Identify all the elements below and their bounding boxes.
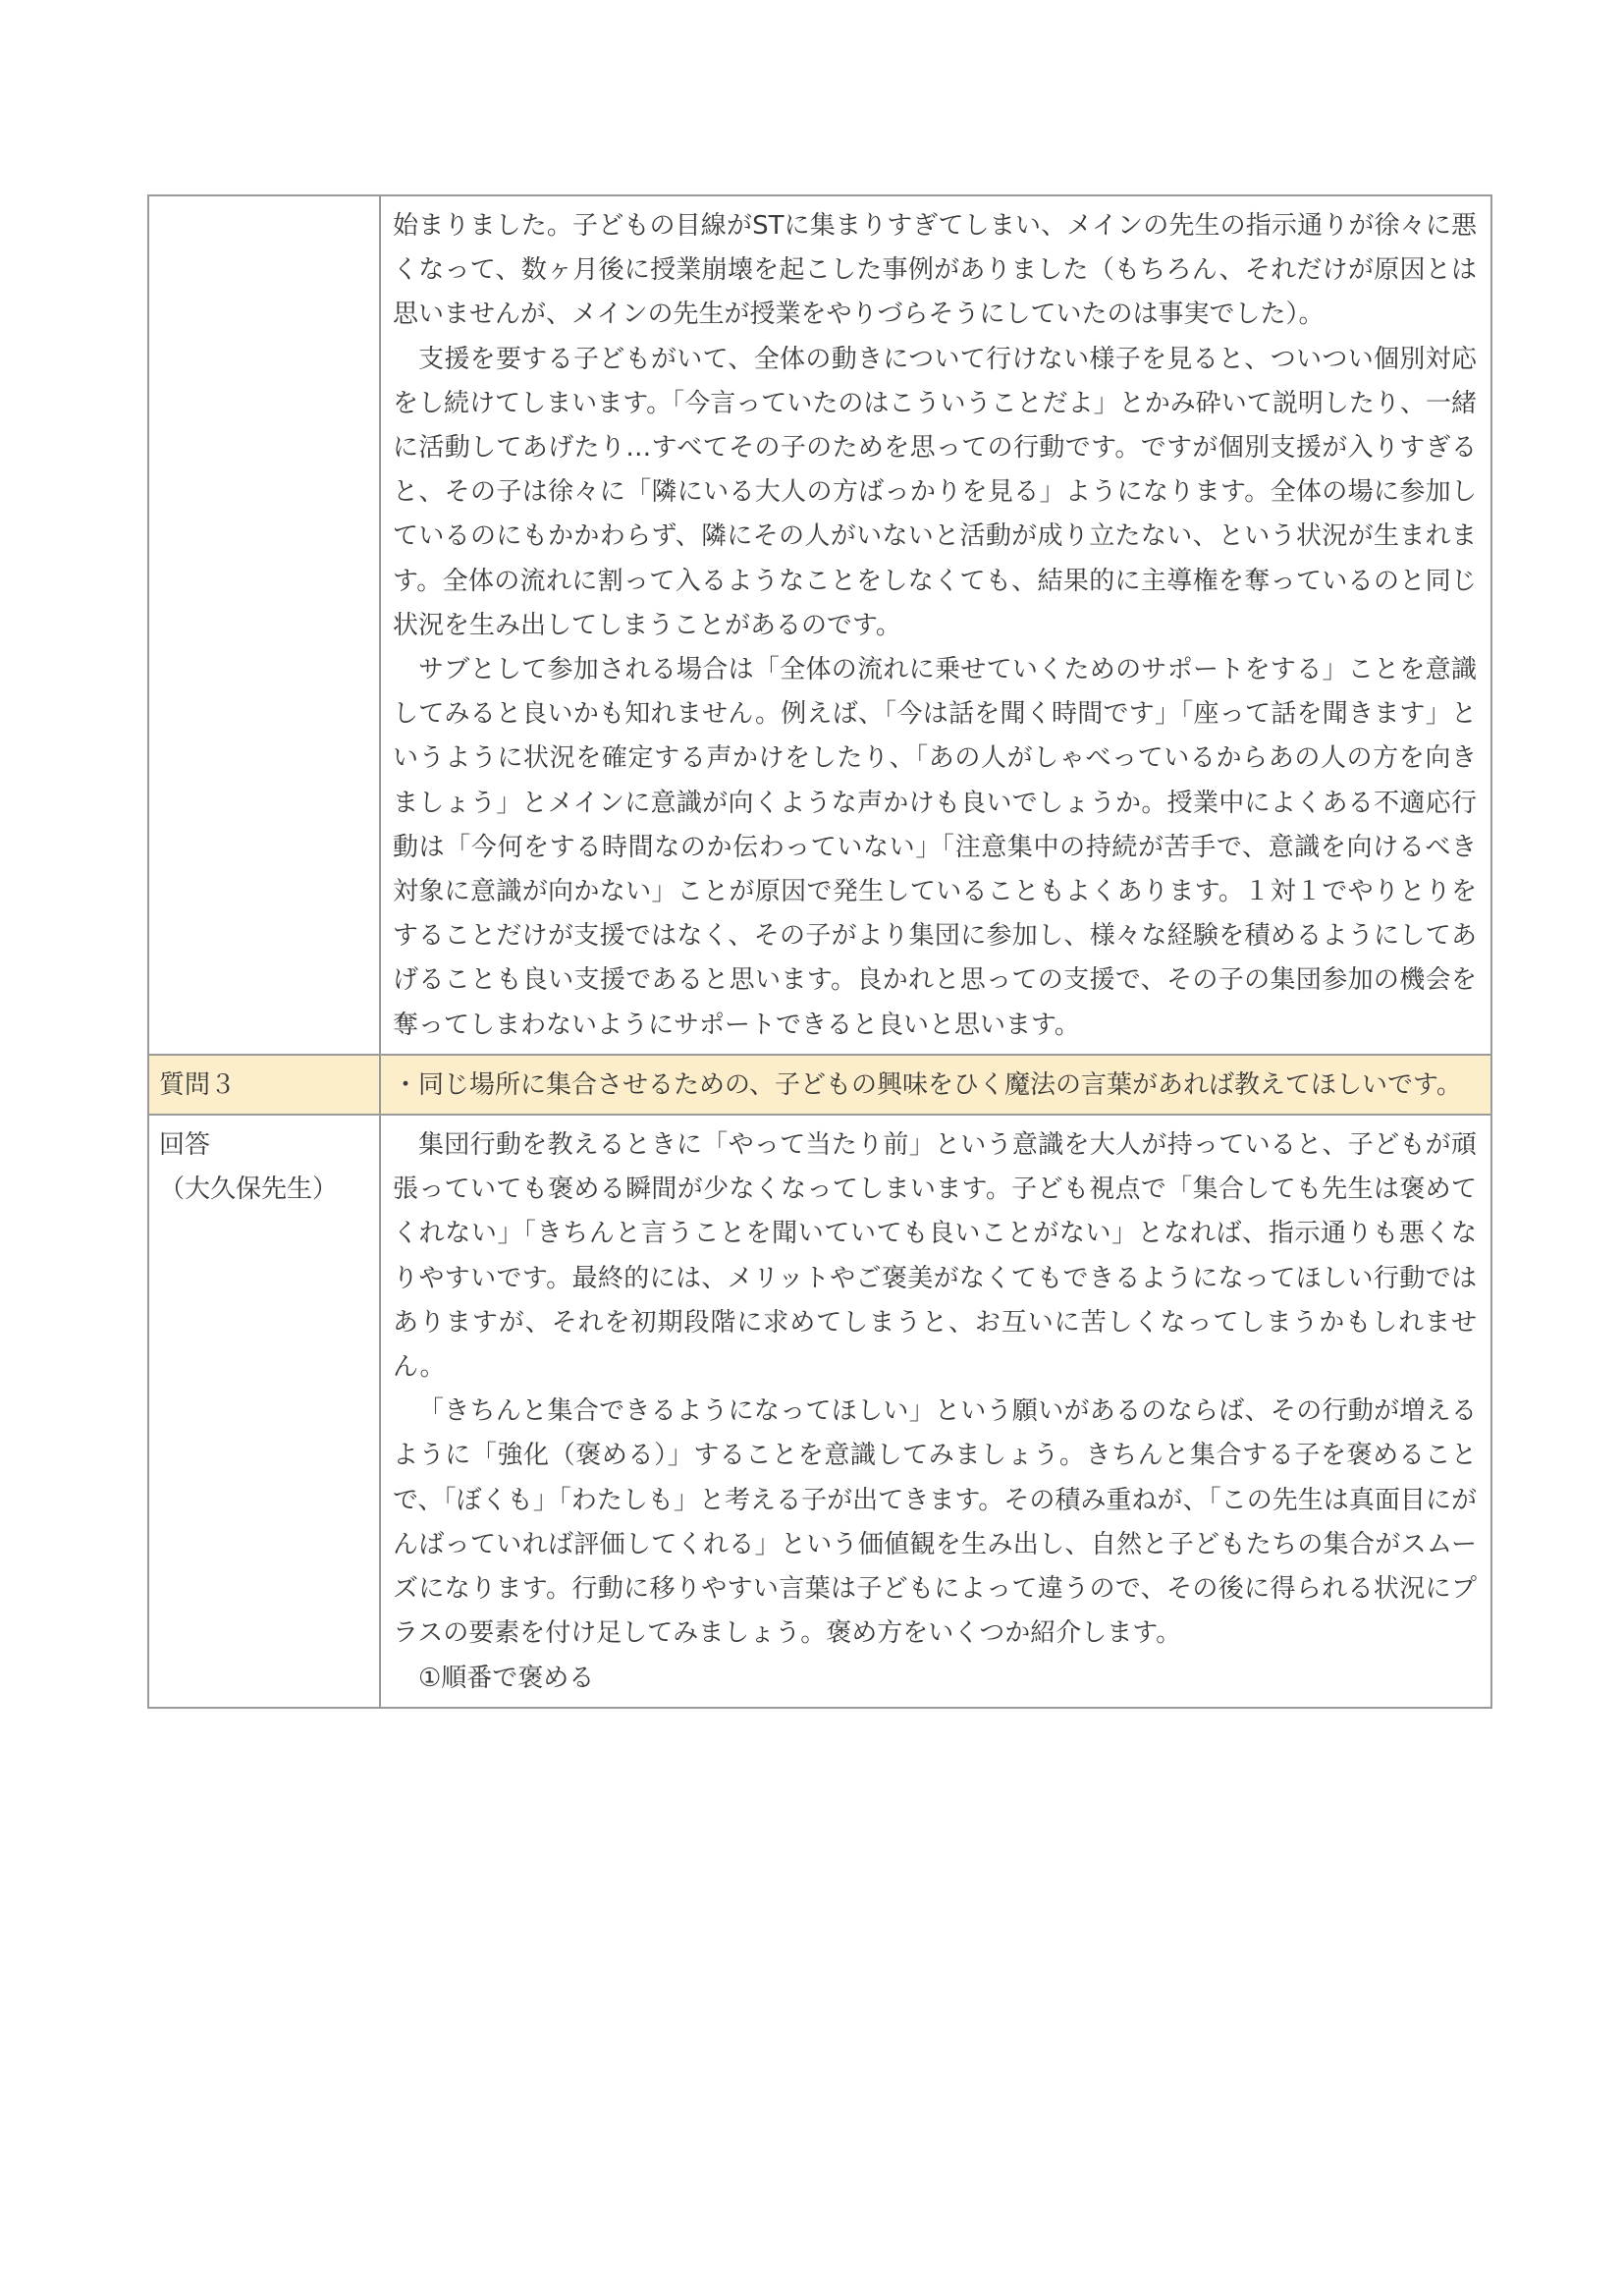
answer-continuation-cell [380, 195, 1491, 1055]
answer-label: 回答 [159, 1130, 211, 1161]
answer-label-cell [148, 1115, 380, 1708]
question-label: 質問３ [159, 1069, 237, 1100]
question-text-cell [380, 1055, 1491, 1115]
list-item: ①順番で褒める [418, 1663, 595, 1693]
table-row-continuation [148, 195, 1491, 1055]
paragraph: 始まりました。子どもの目線がSTに集まりすぎてしまい、メインの先生の指示通りが徐々に悪くなって、数ヶ月後に授業崩壊を起こした事例がありました（もちろん、それだけが原因とは思いませんが、メインの先生が授業をやりづらそうにしていたのは事実でした）。 [393, 211, 1477, 330]
question-text: ・同じ場所に集合させるための、子どもの興味をひく魔法の言葉があれば教えてほしいです。 [393, 1069, 1462, 1100]
table-row-question-3 [148, 1055, 1491, 1115]
paragraph: サブとして参加される場合は「全体の流れに乗せていくためのサポートをする」ことを意識してみると良いかも知れません。例えば、「今は話を聞く時間です」「座って話を聞きます」というように状況を確定する声かけをしたり、「あの人がしゃべっているからあの人の方を向きましょう」とメインに意識が向くような声かけも良いでしょうか。授業中によくある不適応行動は「今何をする時間なのか伝わっていない」「注意集中の持続が苦手で、意識を向けるべき対象に意識が向かない」ことが原因で発生していることもよくあります。１対１でやりとりをすることだけが支援ではなく、その子がより集団に参加し、様々な経験を積めるようにしてあげることも良い支援であると思います。良かれと思っての支援で、その子の集団参加の機会を奪ってしまわないようにサポートできると良いと思います。 [393, 655, 1477, 1040]
answer-text-cell [380, 1115, 1491, 1708]
row-label-empty [148, 195, 380, 1055]
table-row-answer [148, 1115, 1491, 1708]
paragraph: 「きちんと集合できるようになってほしい」という願いがあるのならば、その行動が増えるように「強化（褒める）」することを意識してみましょう。きちんと集合する子を褒めることで、「ぼくも」「わたしも」と考える子が出てきます。その積み重ねが、「この先生は真面目にがんばっていれば評価してくれる」という価値観を生み出し、自然と子どもたちの集合がスムーズになります。行動に移りやすい言葉は子どもによって違うので、その後に得られる状況にプラスの要素を付け足してみましょう。褒め方をいくつか紹介します。 [393, 1396, 1477, 1649]
question-label-cell [148, 1055, 380, 1115]
answer-responder: （大久保先生） [159, 1175, 339, 1205]
qa-table [147, 194, 1492, 1709]
paragraph: 支援を要する子どもがいて、全体の動きについて行けない様子を見ると、ついつい個別対応をし続けてしまいます。「今言っていたのはこういうことだよ」とかみ砕いて説明したり、一緒に活動してあげたり…すべてその子のためを思っての行動です。ですが個別支援が入りすぎると、その子は徐々に「隣にいる大人の方ばっかりを見る」ようになります。全体の場に参加しているのにもかかわらず、隣にその人がいないと活動が成り立たない、という状況が生まれます。全体の流れに割って入るようなことをしなくても、結果的に主導権を奪っているのと同じ状況を生み出してしまうことがあるのです。 [393, 344, 1477, 640]
paragraph: 集団行動を教えるときに「やって当たり前」という意識を大人が持っていると、子どもが頑張っていても褒める瞬間が少なくなってしまいます。子ども視点で「集合しても先生は褒めてくれない」「きちんと言うことを聞いていても良いことがない」となれば、指示通りも悪くなりやすいです。最終的には、メリットやご褒美がなくてもできるようになってほしい行動ではありますが、それを初期段階に求めてしまうと、お互いに苦しくなってしまうかもしれません。 [393, 1130, 1477, 1383]
